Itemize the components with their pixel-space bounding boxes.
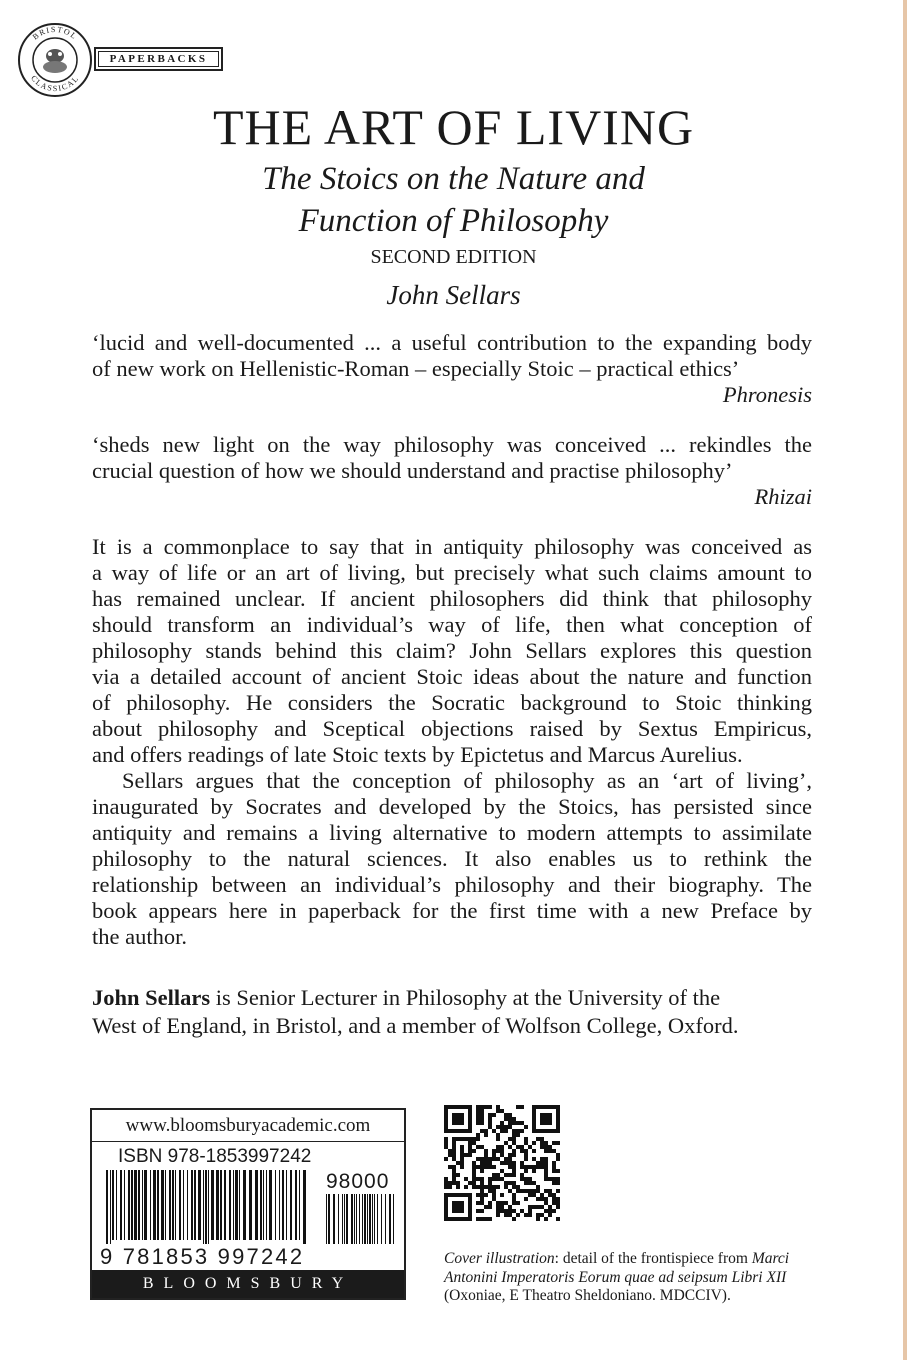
credit-text: : detail of the frontispiece from — [554, 1250, 752, 1267]
barcode-block — [90, 1108, 406, 1300]
credit-label: Cover illustration — [444, 1250, 555, 1267]
bio-text: is Senior Lecturer in Philosophy at the University of the — [210, 985, 721, 1010]
text-line: relationship between an individual’s philosophy and their biography. The — [92, 872, 812, 897]
credit-work-title-cont: Antonini Imperatoris Eorum quae ad seipsum Libri XII — [444, 1268, 787, 1286]
text-line: of philosophy. He considers the Socratic background to Stoic thinking — [92, 690, 812, 715]
quote-source: Rhizai — [754, 484, 812, 509]
book-description — [92, 534, 812, 950]
text-line: a way of life or an art of living, but precisely what such claims amount to — [92, 560, 812, 585]
bio-author-name: John Sellars — [92, 985, 211, 1010]
edition-label: SECOND EDITION — [370, 246, 537, 268]
subtitle-line-2: Function of Philosophy — [298, 203, 609, 239]
bio-line-1 — [92, 984, 812, 1012]
quote-line: ‘sheds new light on the way philosophy was conceived ... rekindles the — [92, 432, 812, 457]
bristol-classical-seal-icon — [17, 22, 93, 98]
review-quote-2 — [92, 432, 812, 510]
series-label-box — [94, 47, 223, 71]
review-quote-1 — [92, 330, 812, 408]
book-title: THE ART OF LIVING — [212, 99, 695, 155]
ean-number: 9 781853 997242 — [100, 1244, 305, 1269]
bio-line-2: West of England, in Bristol, and a member of Wolfson College, Oxford. — [92, 1013, 739, 1038]
credit-work-title: Marci — [751, 1250, 790, 1267]
text-line: It is a commonplace to say that in antiquity philosophy was conceived as — [92, 534, 812, 559]
qr-code-icon — [444, 1105, 560, 1221]
publisher-url: www.bloomsburyacademic.com — [92, 1110, 404, 1142]
description-paragraph-1 — [92, 534, 812, 768]
text-line: Sellars argues that the conception of philosophy as an ‘art of living’, — [122, 768, 812, 793]
text-line: philosophy stands behind this claim? John Sellars explores this question — [92, 638, 812, 663]
price-code: 98000 — [326, 1170, 390, 1193]
series-label: PAPERBACKS — [98, 51, 219, 67]
quote-line: of new work on Hellenistic-Roman – especially Stoic – practical ethics’ — [92, 356, 740, 381]
text-line: and offers readings of late Stoic texts by Epictetus and Marcus Aurelius. — [92, 742, 743, 767]
author-name: John Sellars — [386, 280, 521, 310]
credit-imprint: (Oxoniae, E Theatro Sheldoniano. MDCCIV). — [444, 1287, 731, 1304]
text-line: the author. — [92, 924, 187, 949]
isbn-label: ISBN 978-1853997242 — [118, 1146, 312, 1167]
publisher-name: BLOOMSBURY — [92, 1270, 404, 1298]
text-line: inaugurated by Socrates and developed by the Stoics, has persisted since — [92, 794, 812, 819]
svg-text:BRISTOL: BRISTOL — [30, 24, 80, 42]
cover-credit — [444, 1250, 864, 1306]
text-line: philosophy to the natural sciences. It also enables us to rethink the — [92, 846, 812, 871]
svg-text:CLASSICAL: CLASSICAL — [29, 73, 81, 94]
text-line: about philosophy and Sceptical objections raised by Sextus Empiricus, — [92, 716, 812, 741]
book-subtitle — [0, 158, 907, 242]
text-line: antiquity and remains a living alternative to modern attempts to assimilate — [92, 820, 812, 845]
text-line: via a detailed account of ancient Stoic ideas about the nature and function — [92, 664, 812, 689]
credit-line-1 — [444, 1250, 864, 1269]
quote-source: Phronesis — [722, 382, 812, 407]
author-bio — [92, 984, 812, 1040]
quote-line: ‘lucid and well-documented ... a useful contribution to the expanding body — [92, 330, 812, 355]
quote-line: crucial question of how we should understand and practise philosophy’ — [92, 458, 733, 483]
text-line: should transform an individual’s way of life, then what conception of — [92, 612, 812, 637]
subtitle-line-1: The Stoics on the Nature and — [262, 161, 645, 197]
description-paragraph-2 — [92, 768, 812, 950]
text-line: book appears here in paperback for the first time with a new Preface by — [92, 898, 812, 923]
text-line: has remained unclear. If ancient philosophers did think that philosophy — [92, 586, 812, 611]
